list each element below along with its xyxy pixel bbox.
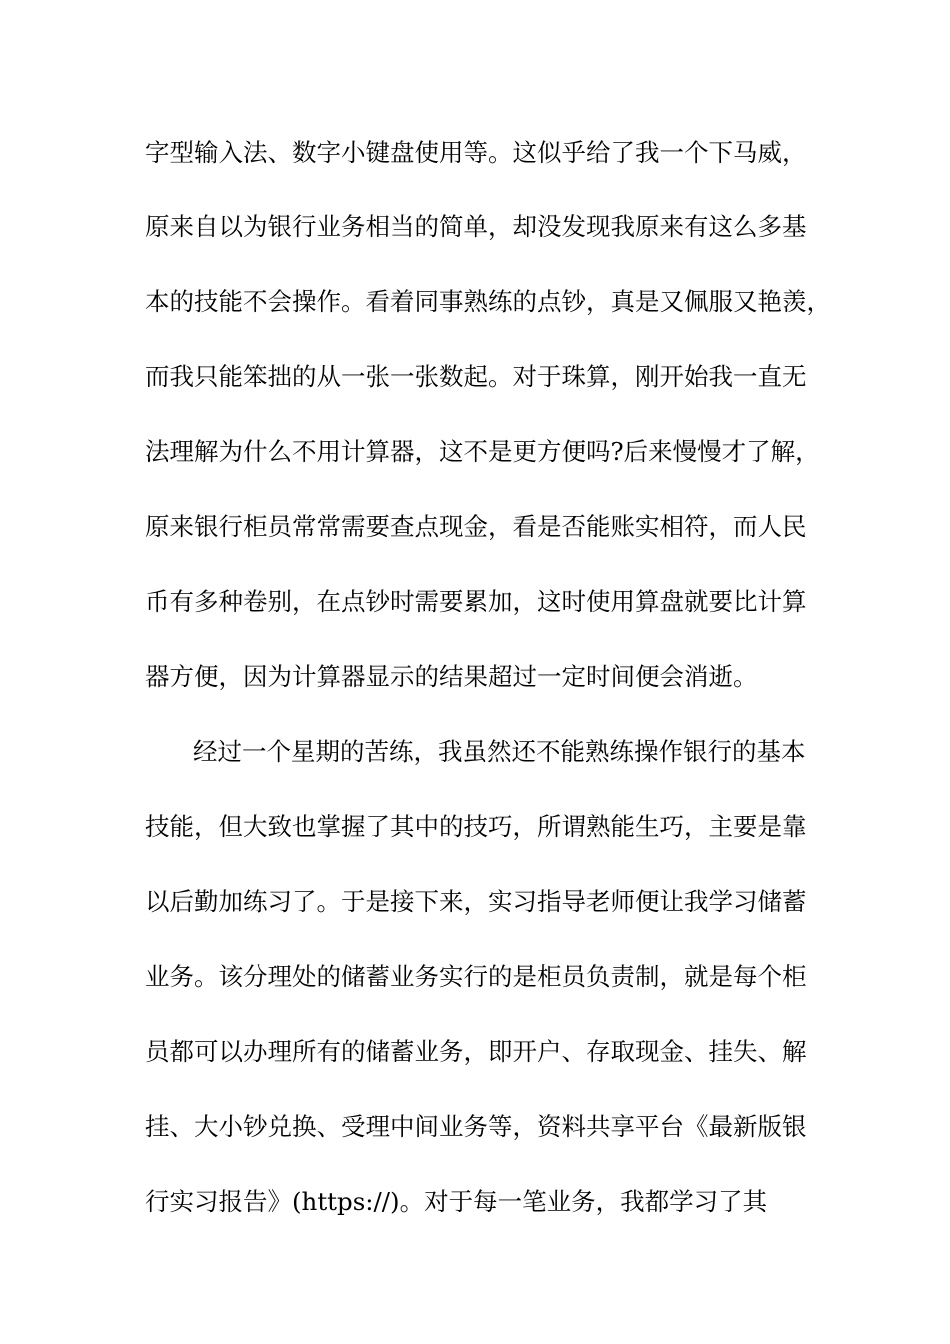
text-line-4: 而我只能笨拙的从一张一张数起。对于珠算，刚开始我一直无 <box>145 362 807 391</box>
text-line-5: 法理解为什么不用计算器，这不是更方便吗?后来慢慢才了解， <box>145 437 820 466</box>
text-line-3: 本的技能不会操作。看着同事熟练的点钞，真是又佩服又艳羡， <box>145 287 831 316</box>
text-line-9-paragraph-start: 经过一个星期的苦练，我虽然还不能熟练操作银行的基本 <box>193 737 806 766</box>
text-line-1: 字型输入法、数字小键盘使用等。这似乎给了我一个下马威， <box>145 138 807 167</box>
text-line-15: 行实习报告》(https://)。对于每一笔业务，我都学习了其 <box>145 1187 768 1216</box>
text-line-14: 挂、大小钞兑换、受理中间业务等，资料共享平台《最新版银 <box>145 1112 807 1141</box>
text-line-8: 器方便，因为计算器显示的结果超过一定时间便会消逝。 <box>145 662 758 691</box>
text-line-2: 原来自以为银行业务相当的简单，却没发现我原来有这么多基 <box>145 212 807 241</box>
text-line-10: 技能，但大致也掌握了其中的技巧，所谓熟能生巧，主要是靠 <box>145 812 807 841</box>
text-line-13: 员都可以办理所有的储蓄业务，即开户、存取现金、挂失、解 <box>145 1037 807 1066</box>
text-line-12: 业务。该分理处的储蓄业务实行的是柜员负责制，就是每个柜 <box>145 962 807 991</box>
text-line-11: 以后勤加练习了。于是接下来，实习指导老师便让我学习储蓄 <box>145 887 807 916</box>
text-line-6: 原来银行柜员常常需要查点现金，看是否能账实相符，而人民 <box>145 512 807 541</box>
text-line-7: 币有多种卷别，在点钞时需要累加，这时使用算盘就要比计算 <box>145 587 807 616</box>
